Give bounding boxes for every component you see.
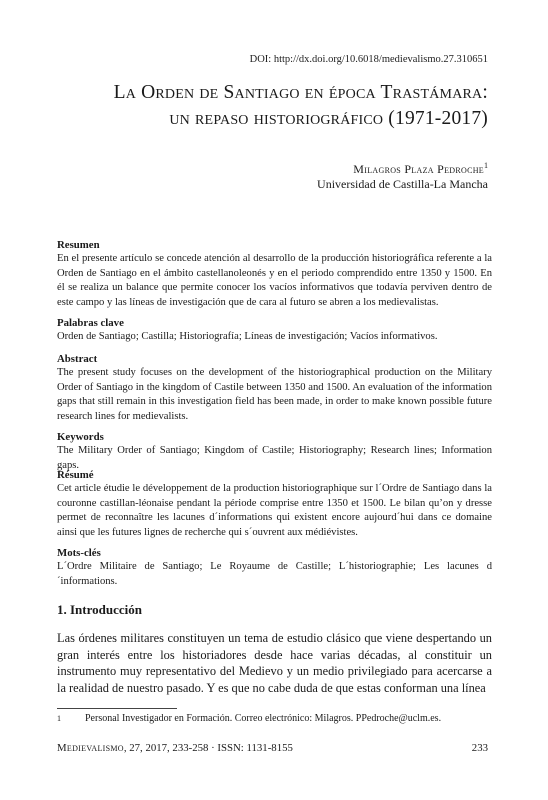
author-affiliation: Universidad de Castilla-La Mancha — [317, 177, 488, 191]
resume-section — [57, 468, 492, 540]
journal-citation: , 27, 2017, 233-258 · ISSN: 1131-8155 — [123, 742, 293, 754]
keywords-heading: Keywords — [57, 431, 104, 443]
resumen-heading: Resumen — [57, 239, 100, 251]
footnote-number: 1 — [57, 714, 61, 723]
resumen-section — [57, 238, 492, 310]
introduccion-text: Las órdenes militares constituyen un tema de estudio clásico que viene despertando un gran interés entre los historiadores desde hace varias décadas, al constituir un instrumento muy representativo del Medievo y un medio privilegiado para acercarse a la realidad de nuestro pasado. Y es que no cabe duda de que estas conforman una línea — [57, 631, 492, 695]
introduccion-heading: 1. Introducción — [57, 602, 142, 617]
keywords-section — [57, 430, 492, 473]
keywords-text: The Military Order of Santiago; Kingdom of Castile; Historiography; Research lines; Information gaps. — [57, 445, 492, 471]
footnote-mark[interactable]: 1 — [484, 161, 488, 170]
mots-cles-text: L´Ordre Militaire de Santiago; Le Royaume de Castille; L´historiographie; Les lacunes d´informations. — [57, 561, 492, 587]
mots-cles-section — [57, 546, 492, 589]
abstract-text: The present study focuses on the development of the historiographical production on the Military Order of Santiago in the kingdom of Castile between 1350 and 1500. An evaluation of the information gaps that still remain in this investigation field has been made, in order to make known possible future research lines for medievalists. — [57, 367, 492, 422]
resumen-text: En el presente artículo se concede atención al desarrollo de la producción historiográfica referente a la Orden de Santiago en el ámbito castellanoleonés y en el periodo comprendido entre 1350 y 1500. En él se realiza un balance que permite conocer los vacíos informativos que todavía perviven dentro de este campo y las líneas de investigación que de cara al futuro se abren a los medievalistas. — [57, 253, 492, 308]
author-line — [317, 158, 488, 177]
article-title — [48, 80, 488, 132]
doi-line[interactable]: DOI: http://dx.doi.org/10.6018/medievalismo.27.310651 — [249, 54, 488, 65]
palabras-clave-section — [57, 316, 492, 345]
author-block — [317, 158, 488, 192]
footnote-text: Personal Investigador en Formación. Correo electrónico: Milagros. PPedroche@uclm.es. — [85, 713, 442, 724]
running-footer — [57, 742, 293, 754]
resume-text: Cet article étudie le développement de la production historiographique sur l´Ordre de Santiago dans la couronne castillan-léonaise pendant la période comprise entre 1350 et 1500. Le bilan qu’on y dresse permet de reconnaître les lacunes d´informations qui existent encore aujourd´hui dans ce domaine ainsi que les futures lignes de recherche qui s´ouvrent aux médiévistes. — [57, 483, 492, 538]
title-line-1: La Orden de Santiago en época Trastámara: — [113, 82, 488, 103]
abstract-section — [57, 352, 492, 424]
footnote-rule — [57, 708, 177, 709]
author-name: Milagros Plaza Pedroche — [353, 162, 484, 176]
palabras-clave-text: Orden de Santiago; Castilla; Historiografía; Líneas de investigación; Vacíos informativos. — [57, 331, 438, 343]
palabras-clave-heading: Palabras clave — [57, 317, 124, 329]
title-line-2: un repaso historiográfico (1971-2017) — [169, 108, 488, 129]
resume-heading: Résumé — [57, 469, 94, 481]
footnote — [57, 712, 492, 725]
journal-name: Medievalismo — [57, 742, 124, 754]
mots-cles-heading: Mots-clés — [57, 547, 101, 559]
page-number: 233 — [471, 742, 488, 754]
abstract-heading: Abstract — [57, 353, 98, 365]
